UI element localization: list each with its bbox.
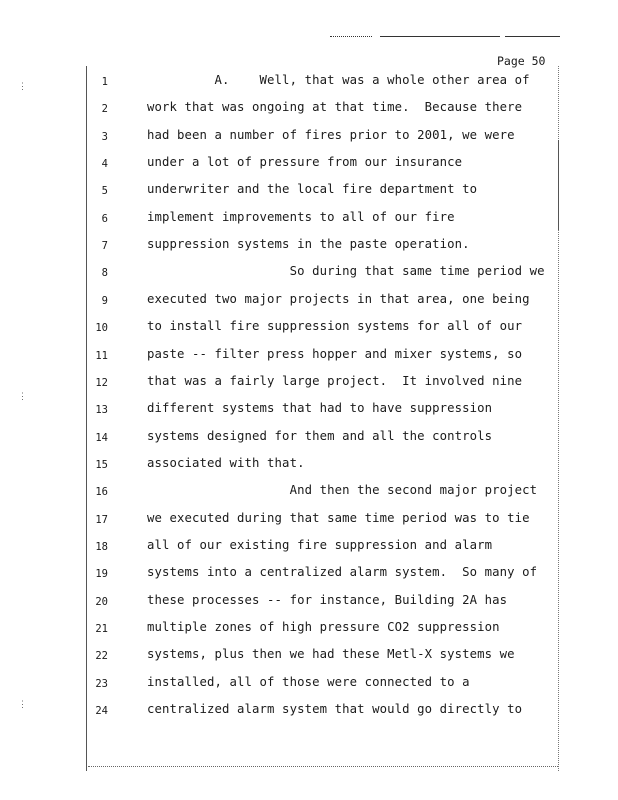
line-number: 16 <box>95 486 108 499</box>
line-text: centralized alarm system that would go directly to <box>147 702 523 717</box>
transcript-line <box>0 374 618 394</box>
footer-rule <box>88 766 558 767</box>
line-text: these processes -- for instance, Building 2A has <box>147 592 508 607</box>
line-number: 1 <box>101 76 108 88</box>
line-text: paste -- filter press hopper and mixer systems, so <box>147 346 523 361</box>
line-text: we executed during that same time period was to tie <box>147 510 530 525</box>
line-text: all of our existing fire suppression and alarm <box>147 537 493 552</box>
line-text: So during that same time period we <box>147 264 545 279</box>
transcript-line <box>0 511 618 531</box>
line-number: 21 <box>95 623 108 635</box>
line-number: 6 <box>101 212 108 225</box>
header-rule <box>380 36 500 37</box>
line-number: 9 <box>101 294 108 307</box>
scan-mark: ⋮ <box>18 392 27 402</box>
line-number: 23 <box>95 677 108 690</box>
line-text: systems into a centralized alarm system. So many of <box>147 565 538 580</box>
line-number: 5 <box>101 185 108 198</box>
line-number: 13 <box>95 404 108 417</box>
line-text: installed, all of those were connected to a <box>147 674 470 689</box>
line-text: suppression systems in the paste operation. <box>147 237 470 252</box>
line-number: 7 <box>101 240 108 253</box>
transcript-line <box>0 292 618 312</box>
transcript-line <box>0 100 618 120</box>
transcript-line <box>0 538 618 558</box>
transcript-line <box>0 702 618 722</box>
line-number: 24 <box>95 705 108 718</box>
transcript-line <box>0 210 618 230</box>
line-text: implement improvements to all of our fire <box>147 209 455 224</box>
line-text: different systems that had to have suppression <box>147 401 493 416</box>
transcript-line <box>0 483 618 503</box>
line-text: work that was ongoing at that time. Because there <box>147 100 523 115</box>
line-number: 2 <box>101 103 108 116</box>
transcript-line <box>0 620 618 640</box>
line-number: 19 <box>95 568 108 581</box>
line-text: that was a fairly large project. It involved nine <box>147 373 523 388</box>
line-number: 14 <box>95 431 108 444</box>
header-rule <box>330 36 372 37</box>
line-number: 4 <box>101 158 108 171</box>
transcript-line <box>0 593 618 613</box>
line-text: underwriter and the local fire department to <box>147 182 478 197</box>
header-rule <box>505 36 560 37</box>
line-text: systems, plus then we had these Metl-X systems we <box>147 647 515 662</box>
line-number: 10 <box>95 322 108 335</box>
line-text: multiple zones of high pressure CO2 suppression <box>147 620 500 634</box>
line-text: And then the second major project <box>147 483 538 498</box>
line-number: 12 <box>95 376 108 389</box>
line-text: had been a number of fires prior to 2001, we were <box>147 127 515 142</box>
transcript-line <box>0 128 618 148</box>
transcript-line <box>0 73 618 93</box>
line-number: 22 <box>95 650 108 663</box>
transcript-line <box>0 647 618 667</box>
line-text: associated with that. <box>147 455 305 470</box>
line-text: to install fire suppression systems for all of our <box>147 319 523 334</box>
line-number: 8 <box>101 267 108 280</box>
scan-mark: ⋮ <box>18 700 27 710</box>
transcript-line <box>0 347 618 367</box>
line-number: 18 <box>95 540 108 553</box>
transcript-line <box>0 675 618 695</box>
line-text: executed two major projects in that area, one being <box>147 291 530 306</box>
transcript-line <box>0 401 618 421</box>
line-number: 20 <box>95 595 108 608</box>
line-text: systems designed for them and all the controls <box>147 428 493 443</box>
transcript-line <box>0 429 618 449</box>
transcript-line <box>0 182 618 202</box>
line-number: 3 <box>101 130 108 143</box>
scan-mark: ⋮ <box>18 82 27 92</box>
line-number: 11 <box>95 349 108 362</box>
transcript-line <box>0 565 618 585</box>
transcript-line <box>0 264 618 284</box>
line-text: A. Well, that was a whole other area of <box>147 73 530 87</box>
line-number: 15 <box>95 458 108 471</box>
line-number: 17 <box>95 513 108 526</box>
page-number: Page 50 <box>497 54 546 68</box>
transcript-line <box>0 456 618 476</box>
transcript-line <box>0 319 618 339</box>
transcript-line <box>0 237 618 257</box>
transcript-line <box>0 155 618 175</box>
line-text: under a lot of pressure from our insurance <box>147 155 463 170</box>
